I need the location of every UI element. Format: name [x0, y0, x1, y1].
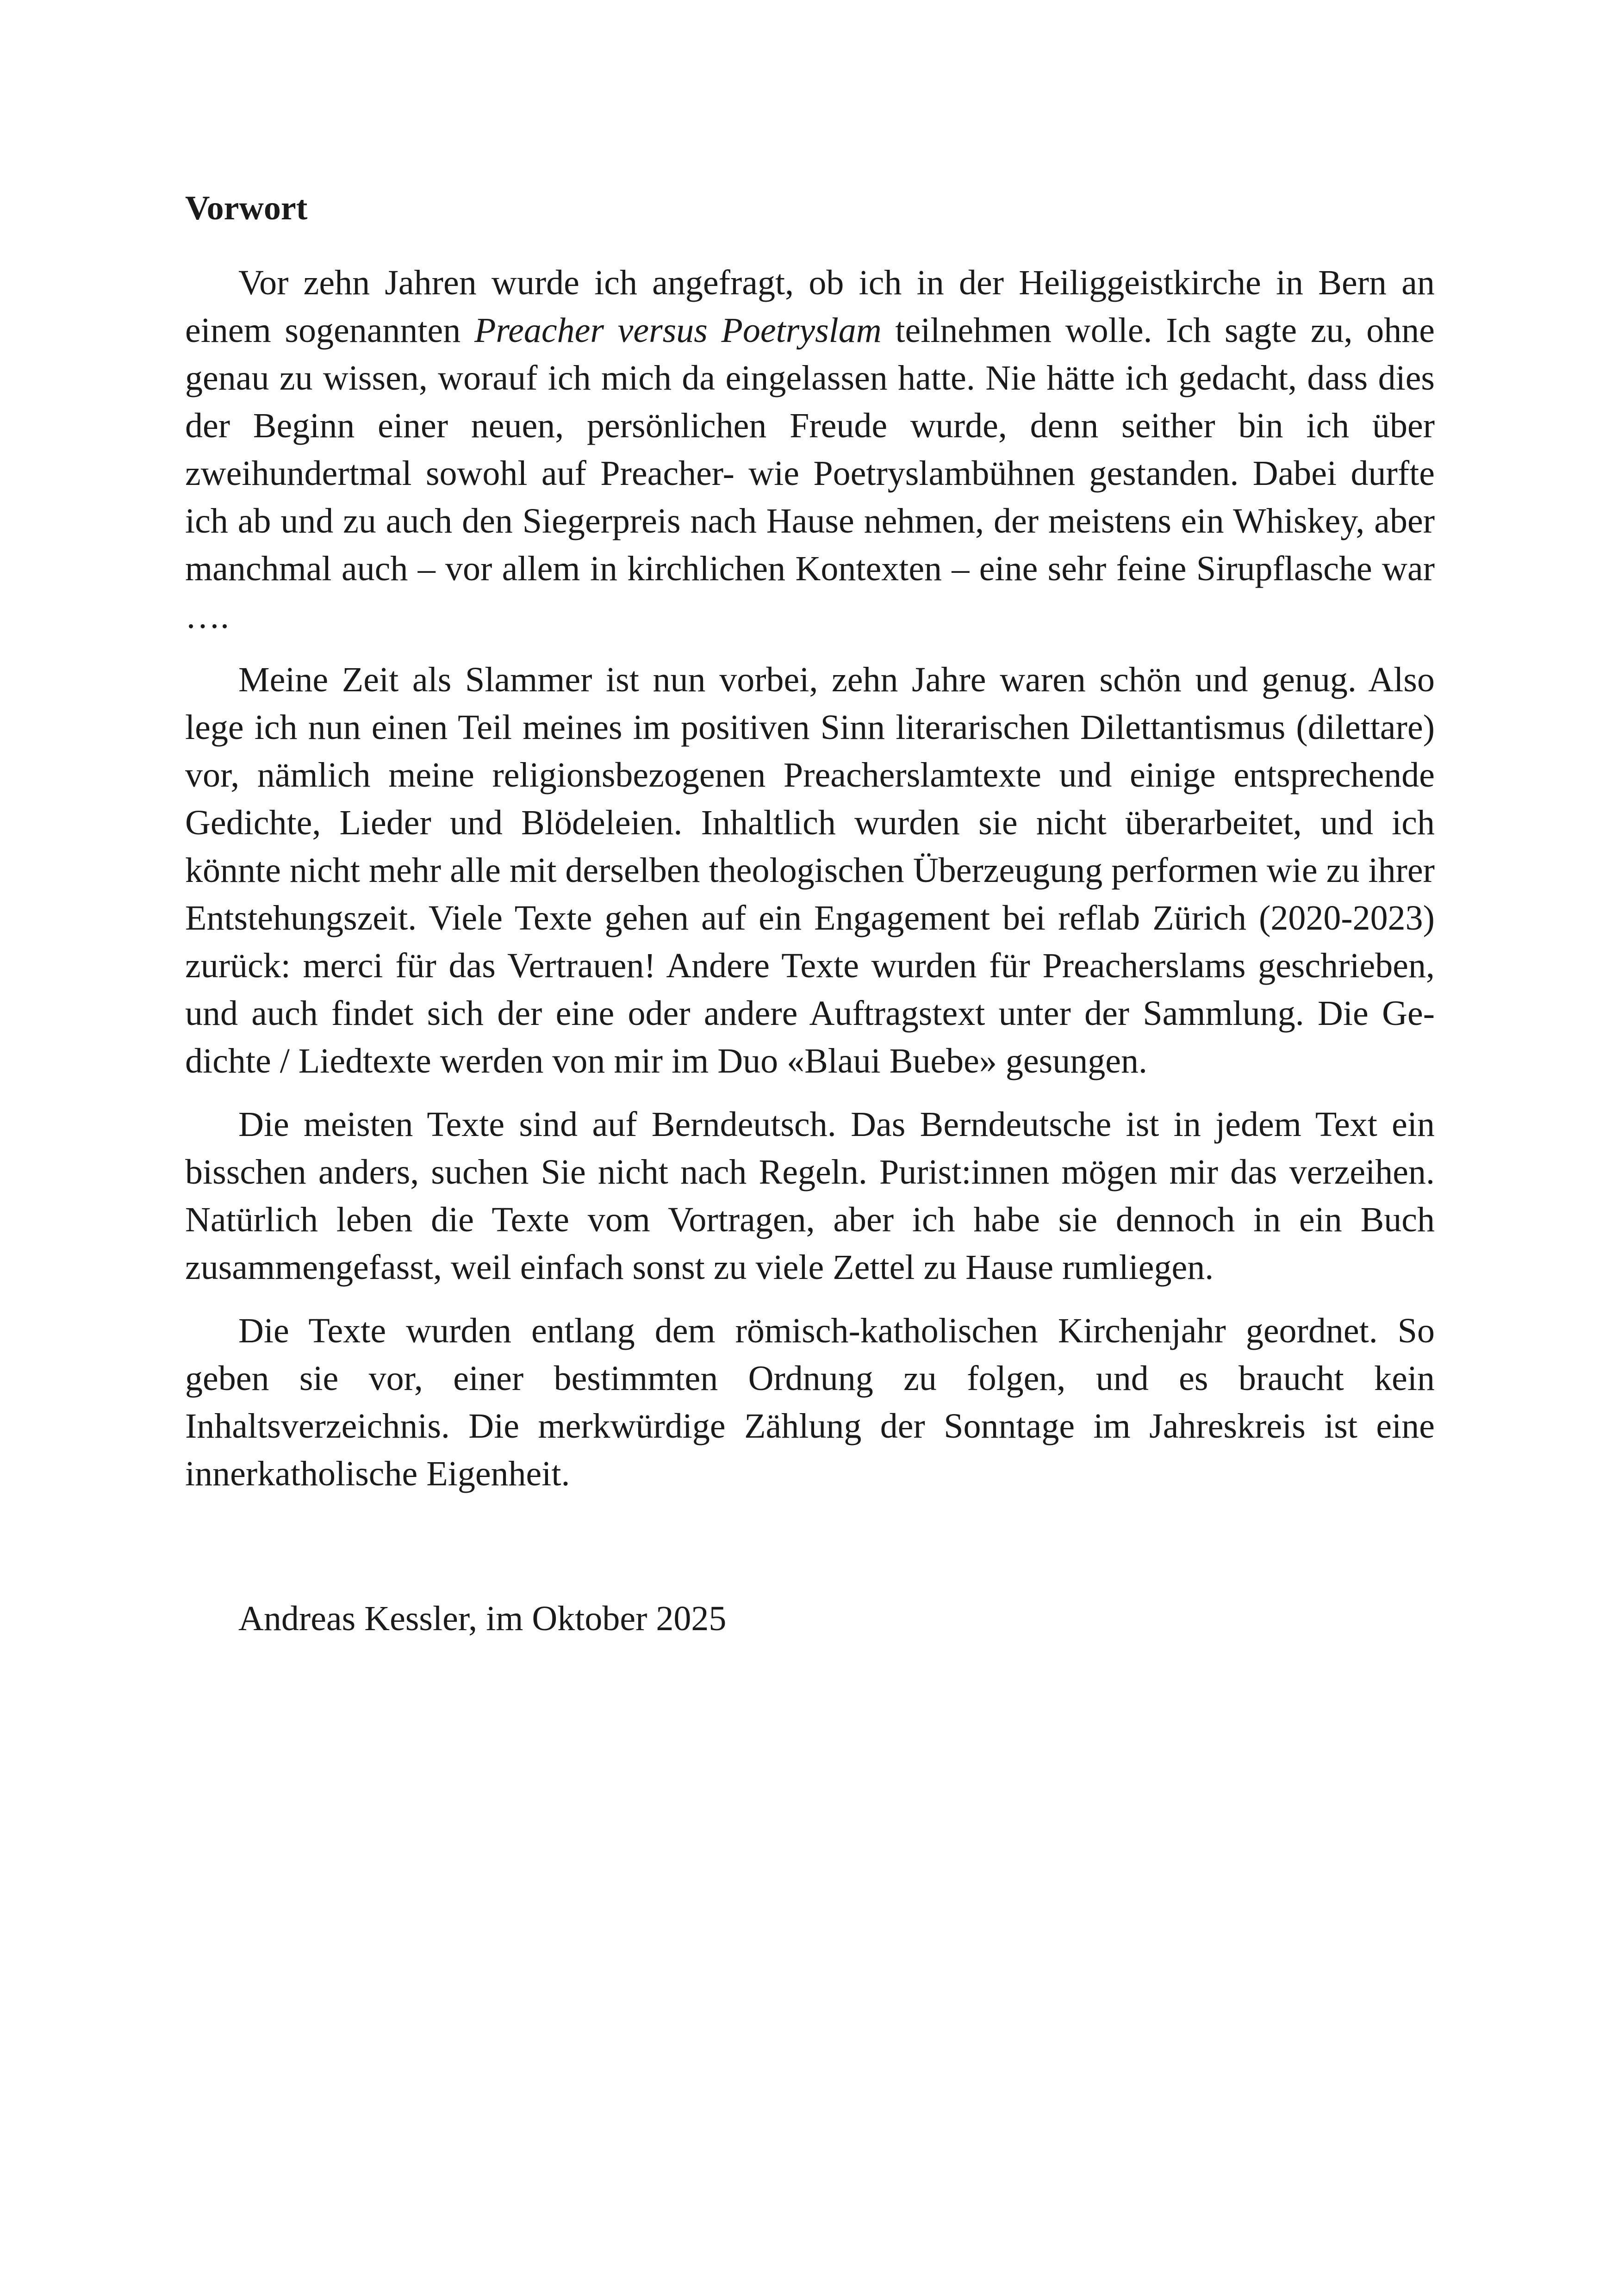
- event-name-italic: Preacher versus Poetryslam: [474, 311, 882, 350]
- paragraph-intro-text-2: teilnehmen wolle. Ich sagte zu, ohne genau zu wissen, worauf ich mich da eingelassen hatte. Nie hätte ich gedacht, dass dies der Beginn einer neuen, persönlichen Freude wurde, denn seither bin ich über zweihundertmal sowohl auf Preacher- wie Poetryslambühnen gestanden. Dabei durfte ich ab und zu auch den Siegerpreis nach Hause nehmen, der meistens ein Whiskey, aber manchmal auch – vor allem in kirchlichen Kontexten – eine sehr feine Sirupflasche war ….: [185, 311, 1435, 636]
- page-title: Vorwort: [185, 189, 308, 227]
- paragraph-intro: [185, 259, 1435, 640]
- paragraph-dialect: Die meisten Texte sind auf Berndeutsch. Das Berndeutsche ist in jedem Text ein bisschen anders, suchen Sie nicht nach Regeln. Purist:innen mögen mir das verzeihen. Natürlich leben die Texte vom Vortragen, aber ich habe sie dennoch in ein Buch zusammengefasst, weil einfach sonst zu viele Zettel zu Hause rumliegen.: [185, 1105, 1435, 1287]
- author-signature-line: Andreas Kessler, im Oktober 2025: [238, 1599, 727, 1638]
- document-page: [185, 185, 1435, 1643]
- paragraph-order: Die Texte wurden entlang dem römisch-katholischen Kirchenjahr geordnet. So geben sie vor, einer bestimmten Ordnung zu folgen, und es braucht kein Inhaltsverzeichnis. Die merkwürdige Zählung der Sonntage im Jahreskreis ist eine innerkatholische Eigenheit.: [185, 1311, 1435, 1493]
- paragraph-intro-text-1: Vor zehn Jahren wurde ich angefragt, ob ich in der Heiliggeistkirche in Bern an einem sogenannten: [185, 263, 1435, 350]
- paragraph-slammer: Meine Zeit als Slammer ist nun vorbei, zehn Jahre waren schön und genug. Also lege ich nun einen Teil meines im positiven Sinn literarischen Dilettantismus (dilettare) vor, nämlich meine religionsbezogenen Preacherslamtexte und einige entsprechende Gedichte, Lieder und Blödeleien. Inhaltlich wurden sie nicht überarbeitet, und ich könnte nicht mehr alle mit derselben theologischen Überzeugung performen wie zu ihrer Entstehungszeit. Viele Texte gehen auf ein Engagement bei reflab Zürich (2020-2023) zurück: merci für das Vertrauen! Andere Texte wurden für Preacherslams geschrieben, und auch findet sich der eine oder andere Auftragstext unter der Sammlung. Die Gedichte / Liedtexte werden von mir im Duo «Blaui Buebe» gesungen.: [185, 660, 1435, 1080]
